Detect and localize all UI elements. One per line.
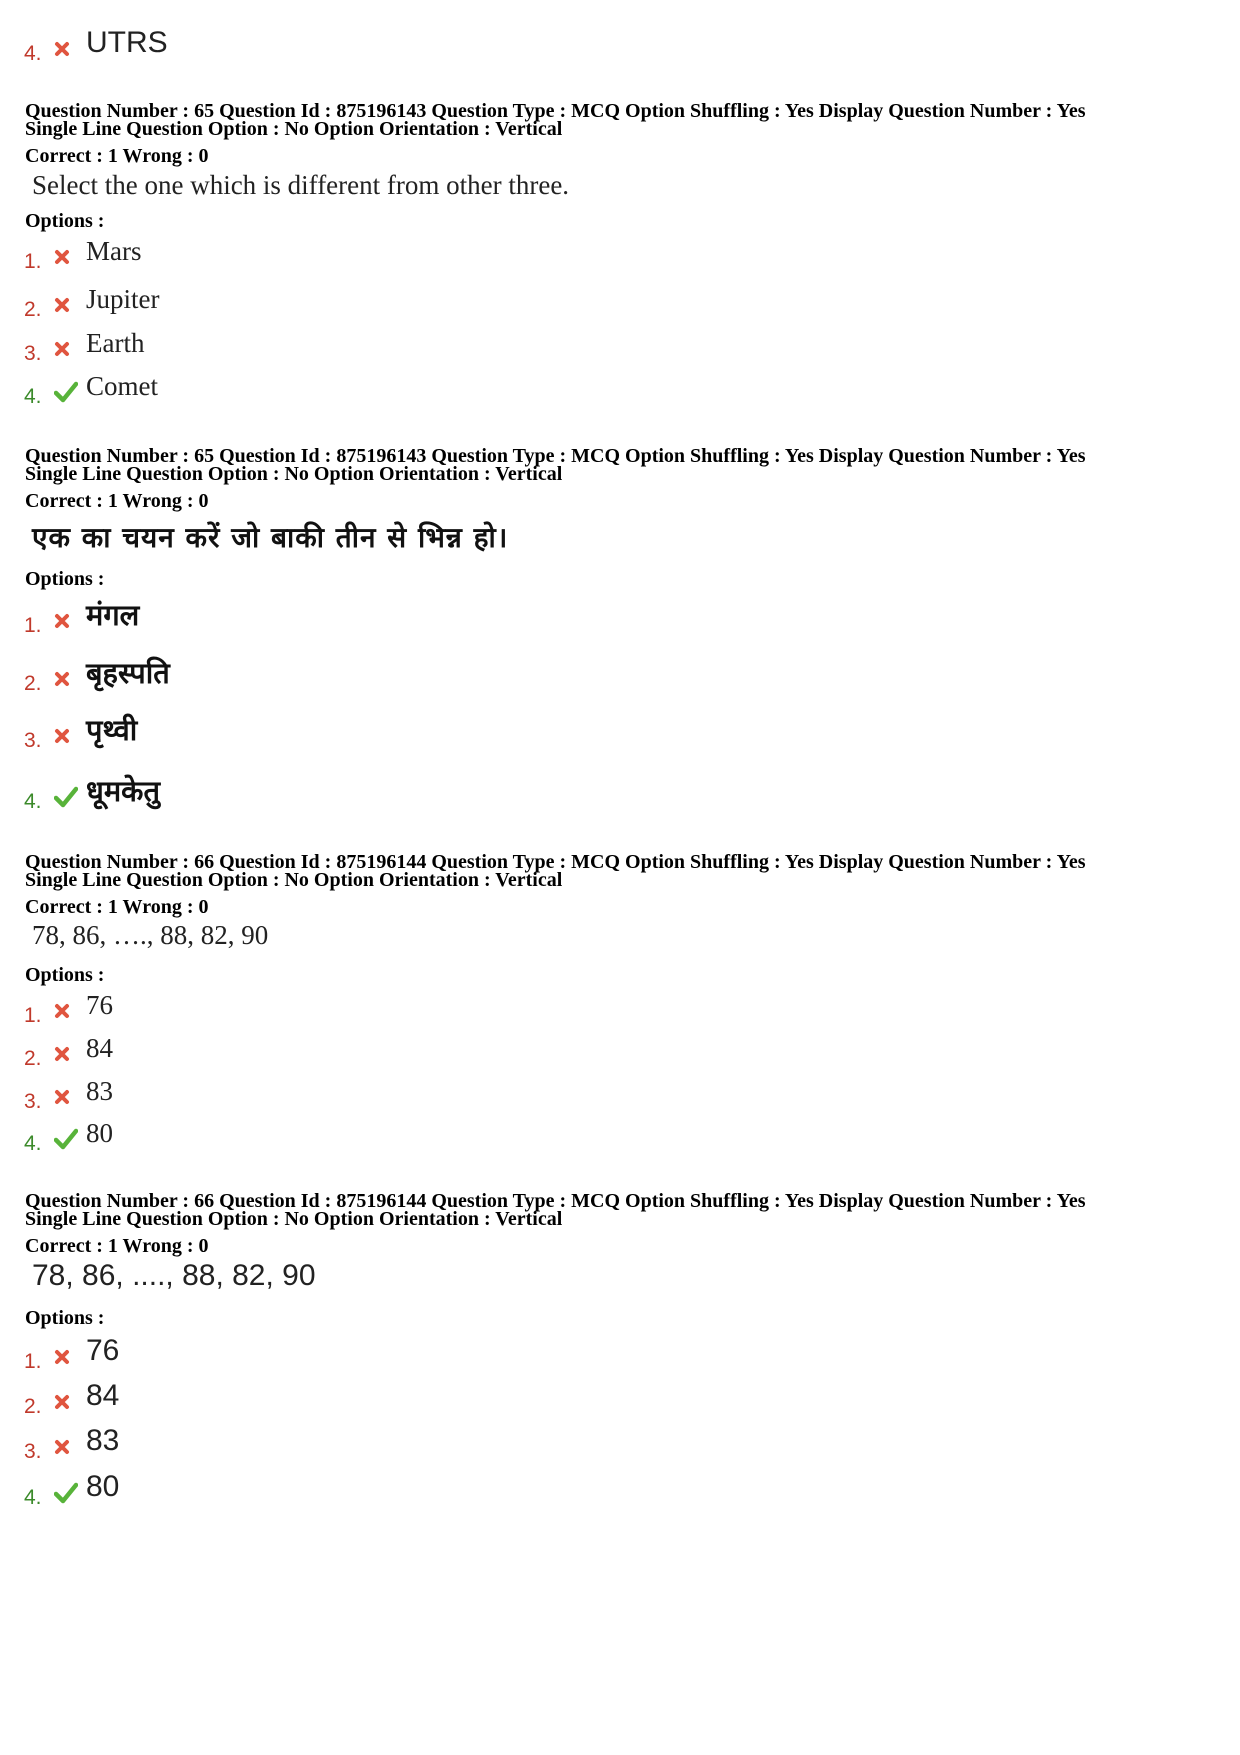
option-row (24, 324, 144, 364)
option-text: Jupiter (86, 284, 160, 314)
option-text: Earth (86, 328, 145, 358)
option-row (24, 280, 160, 320)
question-score: Correct : 1 Wrong : 0 (25, 490, 209, 512)
wrong-mark-icon (54, 1389, 86, 1415)
option-row (24, 1072, 113, 1112)
wrong-mark-icon (54, 608, 86, 634)
check-mark-icon (54, 784, 86, 810)
option-row (24, 24, 168, 64)
option-number: 3. (24, 729, 42, 752)
options-label: Options : (25, 210, 105, 232)
question-text: Select the one which is different from other three. (32, 170, 570, 200)
option-number: 3. (24, 1440, 42, 1463)
question-meta-line1: Question Number : 65 Question Id : 875196143 Question Type : MCQ Option Shuffling : Yes Display Question Number : Yes (25, 100, 1086, 122)
option-text: 83 (86, 1076, 113, 1106)
option-text: बृहस्पति (86, 656, 170, 690)
question-meta-line2: Single Line Question Option : No Option Orientation : Vertical (25, 463, 563, 485)
option-row (24, 1377, 119, 1417)
option-number: 1. (24, 1350, 42, 1373)
wrong-mark-icon (54, 1344, 86, 1370)
option-text: 83 (86, 1424, 120, 1457)
question-text: एक का चयन करें जो बाकी तीन से भिन्न हो। (32, 521, 509, 554)
option-row (24, 986, 113, 1026)
option-number: 1. (24, 250, 42, 273)
wrong-mark-icon (54, 1434, 86, 1460)
option-row (24, 596, 139, 636)
options-label: Options : (25, 964, 105, 986)
wrong-mark-icon (54, 723, 86, 749)
options-label: Options : (25, 1307, 105, 1329)
option-number: 4. (24, 42, 42, 65)
option-text: 80 (86, 1118, 113, 1148)
option-number: 1. (24, 614, 42, 637)
wrong-mark-icon (54, 244, 86, 270)
option-row (24, 1114, 113, 1154)
option-row (24, 1029, 113, 1069)
option-text: धूमकेतु (86, 774, 160, 808)
option-text: Comet (86, 371, 158, 401)
option-text: 84 (86, 1379, 120, 1412)
wrong-mark-icon (54, 36, 86, 62)
option-number: 2. (24, 298, 42, 321)
check-mark-icon (54, 379, 86, 405)
check-mark-icon (54, 1126, 86, 1152)
question-score: Correct : 1 Wrong : 0 (25, 145, 209, 167)
question-meta-line1: Question Number : 65 Question Id : 875196143 Question Type : MCQ Option Shuffling : Yes Display Question Number : Yes (25, 445, 1086, 467)
option-text: 84 (86, 1033, 113, 1063)
wrong-mark-icon (54, 292, 86, 318)
option-number: 2. (24, 1395, 42, 1418)
option-text: Mars (86, 236, 142, 266)
option-text: पृथ्वी (86, 713, 138, 747)
question-meta-line1: Question Number : 66 Question Id : 875196144 Question Type : MCQ Option Shuffling : Yes Display Question Number : Yes (25, 851, 1086, 873)
option-number: 3. (24, 342, 42, 365)
option-row (24, 654, 170, 694)
check-mark-icon (54, 1480, 86, 1506)
question-score: Correct : 1 Wrong : 0 (25, 1235, 209, 1257)
options-label: Options : (25, 568, 105, 590)
wrong-mark-icon (54, 1041, 86, 1067)
question-meta-line1: Question Number : 66 Question Id : 875196144 Question Type : MCQ Option Shuffling : Yes Display Question Number : Yes (25, 1190, 1086, 1212)
option-text: UTRS (86, 26, 168, 59)
option-row (24, 711, 137, 751)
option-number: 2. (24, 672, 42, 695)
option-text: मंगल (86, 598, 140, 632)
option-number: 1. (24, 1004, 42, 1027)
option-row (24, 1422, 119, 1462)
option-row (24, 232, 142, 272)
option-row (24, 1468, 119, 1508)
option-row (24, 772, 160, 812)
question-meta-line2: Single Line Question Option : No Option Orientation : Vertical (25, 1208, 563, 1230)
option-text: 76 (86, 990, 113, 1020)
option-number: 4. (24, 1132, 42, 1155)
question-text: 78, 86, ...., 88, 82, 90 (32, 1259, 316, 1292)
question-meta-line2: Single Line Question Option : No Option Orientation : Vertical (25, 118, 563, 140)
wrong-mark-icon (54, 336, 86, 362)
option-text: 80 (86, 1470, 120, 1503)
question-text: 78, 86, …., 88, 82, 90 (32, 920, 269, 950)
option-number: 4. (24, 790, 42, 813)
option-text: 76 (86, 1334, 120, 1367)
option-number: 4. (24, 1486, 42, 1509)
option-row (24, 367, 158, 407)
wrong-mark-icon (54, 998, 86, 1024)
wrong-mark-icon (54, 1084, 86, 1110)
question-meta-line2: Single Line Question Option : No Option Orientation : Vertical (25, 869, 563, 891)
option-number: 4. (24, 385, 42, 408)
option-number: 3. (24, 1090, 42, 1113)
option-row (24, 1332, 119, 1372)
question-score: Correct : 1 Wrong : 0 (25, 896, 209, 918)
option-number: 2. (24, 1047, 42, 1070)
wrong-mark-icon (54, 666, 86, 692)
